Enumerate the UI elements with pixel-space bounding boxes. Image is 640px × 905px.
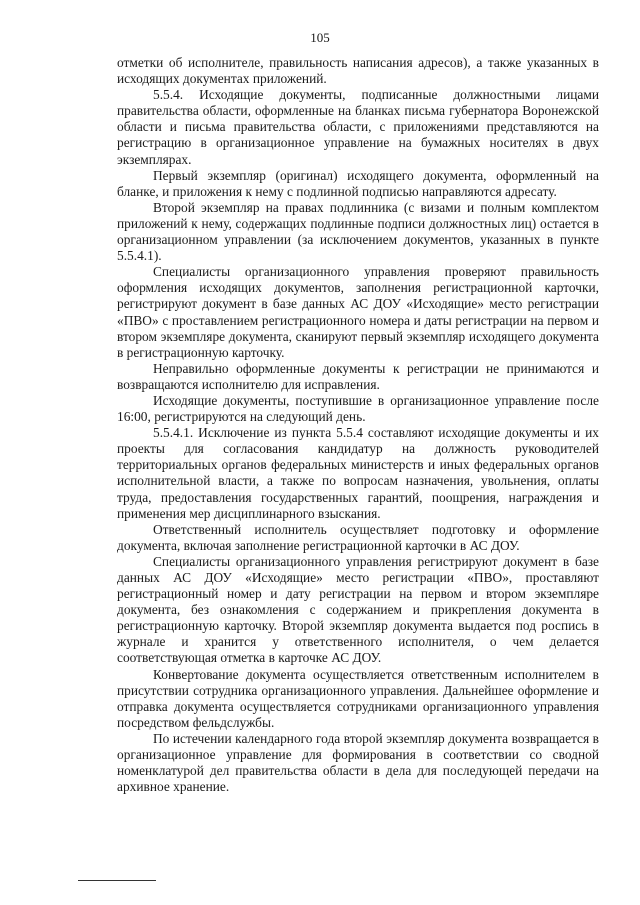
document-body (117, 55, 599, 795)
paragraph-after-1600: Исходящие документы, поступившие в организационное управление после 16:00, регистрируются на следующий день. (117, 392, 599, 425)
paragraph-continuation: отметки об исполнителе, правильность написания адресов), а также указанных в исходящих документах приложений. (117, 55, 599, 87)
footer-rule (78, 880, 156, 881)
paragraph-specialists-check: Специалисты организационного управления проверяют правильность оформления исходящих документов, заполнения регистрационной карточки, регистрируют документ в базе данных АС ДОУ «Исходящие» место регистрации «ПВО» с проставлением регистрационного номера и даты регистрации на первом и втором экземпляре документа, сканируют первый экземпляр исходящего документа в регистрационную карточку. (117, 264, 599, 360)
paragraph-first-copy: Первый экземпляр (оригинал) исходящего документа, оформленный на бланке, и приложения к нему с подлинной подписью направляются адресату. (117, 167, 599, 199)
paragraph-year-end: По истечении календарного года второй экземпляр документа возвращается в организационное управление для формирования в соответствии со сводной номенклатурой дел правительства области в дела для последующей передачи на архивное хранение. (117, 730, 599, 795)
paragraph-responsible-executor: Ответственный исполнитель осуществляет подготовку и оформление документа, включая заполнение регистрационной карточки в АС ДОУ. (117, 521, 599, 553)
paragraph-specialists-register: Специалисты организационного управления регистрируют документ в базе данных АС ДОУ «Исходящие» место регистрации «ПВО», проставляют регистрационный номер и дату регистрации на первом и втором экземпляре документа, без ознакомления с содержанием и прикрепления документа в регистрационную карточку. Второй экземпляр документа выдается под роспись в журнале и хранится у ответственного исполнителя, о чем делается соответствующая отметка в карточке АС ДОУ. (117, 553, 599, 666)
paragraph-5-5-4-1: 5.5.4.1. Исключение из пункта 5.5.4 составляют исходящие документы и их проекты для согласования кандидатур на должность руководителей территориальных органов федеральных министерств и иных федеральных органов исполнительной власти, а также по вопросам назначения, увольнения, оплаты труда, предоставления государственных гарантий, поощрения, награждения и применения мер дисциплинарного взыскания. (117, 425, 599, 521)
paragraph-not-accepted: Неправильно оформленные документы к регистрации не принимаются и возвращаются исполнителю для исправления. (117, 360, 599, 392)
page-number: 105 (310, 30, 330, 45)
paragraph-second-copy: Второй экземпляр на правах подлинника (с визами и полным комплектом приложений к нему, содержащих подлинные подписи должностных лиц) остается в организационном управлении (за исключением документов, указанных в пункте 5.5.4.1). (117, 199, 599, 264)
paragraph-enveloping: Конвертование документа осуществляется ответственным исполнителем в присутствии сотрудника организационного управления. Дальнейшее оформление и отправка документа осуществляется сотрудниками организационного управления посредством фельдслужбы. (117, 666, 599, 730)
paragraph-5-5-4: 5.5.4. Исходящие документы, подписанные должностными лицами правительства области, оформленные на бланках письма губернатора Воронежской области и письма правительства области, с приложениями представляются на регистрацию в организационное управление на бумажных носителях в двух экземплярах. (117, 87, 599, 167)
